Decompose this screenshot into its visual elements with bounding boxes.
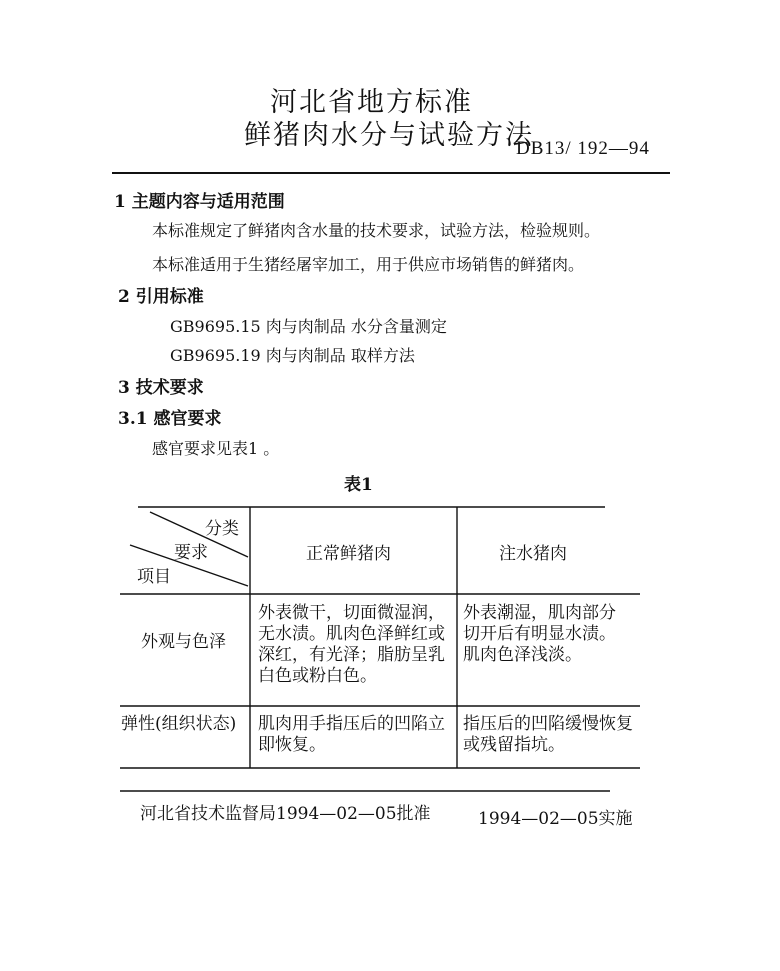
row-2-water-line-1: 指压后的凹陷缓慢恢复	[463, 714, 633, 734]
header-diag-requirement: 要求	[174, 543, 208, 563]
section-3-1-paragraph: 感官要求见表1 。	[152, 439, 280, 458]
row-1-water	[463, 603, 616, 666]
section-3-1-heading: 3.1 感官要求	[118, 409, 222, 429]
row-1-normal-line-1: 外表微干，切面微湿润，	[258, 603, 445, 623]
footer-effective-date: 1994—02—05实施	[478, 809, 633, 829]
row-1-water-line-3: 肌肉色泽浅淡。	[463, 645, 582, 665]
row-2-item: 弹性(组织状态)	[121, 714, 237, 734]
column-header-normal: 正常鲜猪肉	[306, 544, 391, 564]
row-1-water-line-1: 外表潮湿，肌肉部分	[463, 603, 616, 623]
footer-issuer: 河北省技术监督局1994—02—05批准	[140, 804, 431, 824]
standard-code: DB13/ 192—94	[516, 138, 650, 159]
section-1-heading: 1 主题内容与适用范围	[114, 192, 285, 212]
reference-1: GB9695.15 肉与肉制品 水分含量测定	[170, 317, 447, 336]
row-1-water-line-2: 切开后有明显水渍。	[463, 624, 616, 644]
header-diag-category: 分类	[205, 519, 239, 539]
column-header-water: 注水猪肉	[499, 544, 567, 564]
row-2-normal-line-2: 即恢复。	[258, 735, 326, 755]
section-1-paragraph-1: 本标准规定了鲜猪肉含水量的技术要求，试验方法，检验规则。	[152, 221, 601, 240]
row-1-normal	[258, 603, 445, 687]
row-1-normal-line-4: 白色或粉白色。	[258, 666, 377, 686]
header-diag-item: 项目	[137, 567, 171, 587]
section-3-heading: 3 技术要求	[118, 378, 204, 398]
table-caption: 表1	[344, 475, 373, 495]
section-1-paragraph-2: 本标准适用于生猪经屠宰加工，用于供应市场销售的鲜猪肉。	[152, 255, 585, 274]
title-line-2: 鲜猪肉水分与试验方法	[244, 120, 534, 151]
reference-2: GB9695.19 肉与肉制品 取样方法	[170, 346, 415, 365]
row-1-normal-line-3: 深红，有光泽；脂肪呈乳	[258, 645, 445, 665]
row-2-normal-line-1: 肌肉用手指压后的凹陷立	[258, 714, 445, 734]
title-line-1: 河北省地方标准	[270, 87, 473, 118]
row-2-water	[463, 714, 633, 756]
row-1-normal-line-2: 无水渍。肌肉色泽鲜红或	[258, 624, 445, 644]
section-2-heading: 2 引用标准	[118, 287, 204, 307]
row-2-normal	[258, 714, 445, 756]
row-2-water-line-2: 或残留指坑。	[463, 735, 565, 755]
row-1-item: 外观与色泽	[141, 632, 226, 652]
